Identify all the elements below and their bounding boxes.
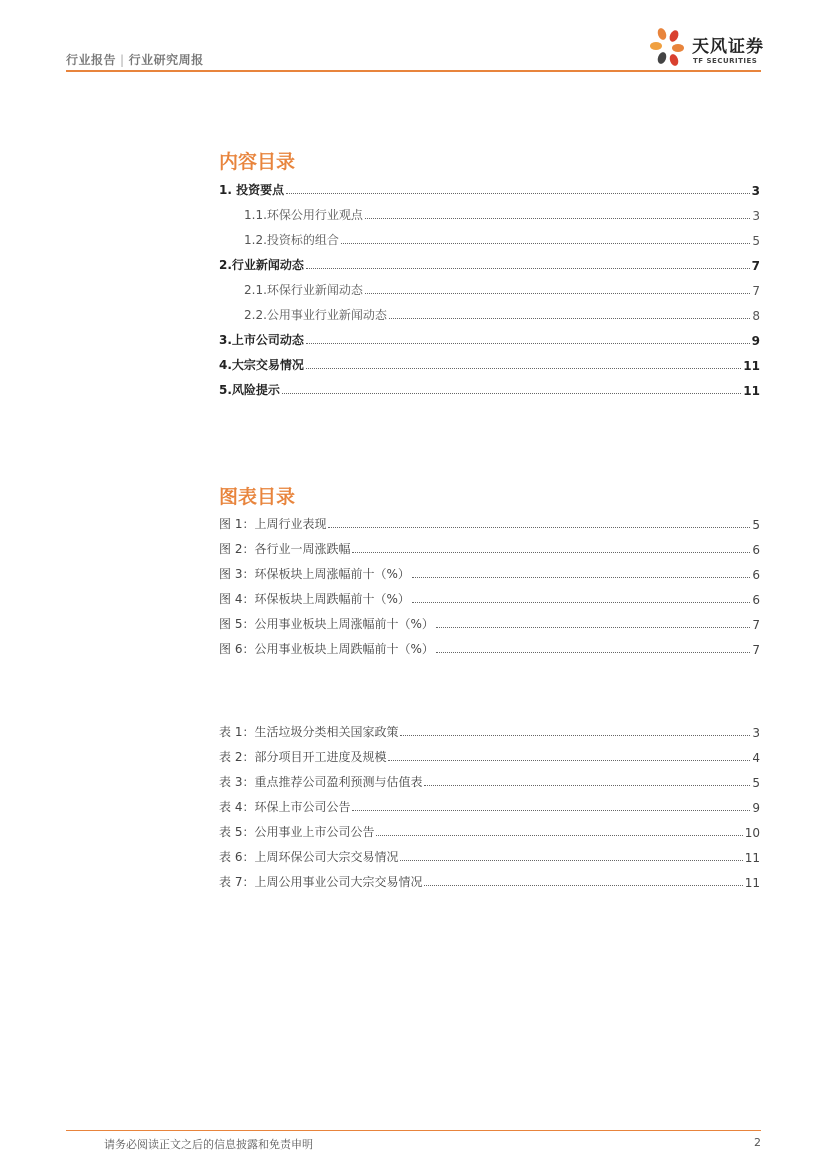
contents-entry-page: 11 <box>743 384 760 398</box>
tables-entry-label: 表 6：上周环保公司大宗交易情况 <box>219 850 399 864</box>
logo-name: 天风证券 <box>692 37 764 57</box>
header-divider <box>66 70 761 72</box>
dot-leader <box>365 293 750 294</box>
tables-entry-page: 11 <box>744 851 760 865</box>
contents-entry[interactable] <box>219 355 760 373</box>
figures-entry[interactable] <box>219 564 760 582</box>
dot-leader <box>306 368 741 369</box>
dot-leader <box>306 268 750 269</box>
tables-entry-page: 5 <box>752 776 760 790</box>
contents-entry[interactable] <box>244 230 760 248</box>
page-number: 2 <box>754 1136 761 1149</box>
tables-entry[interactable] <box>219 872 760 890</box>
figures-entry[interactable] <box>219 589 760 607</box>
tables-entry-label: 表 7：上周公用事业公司大宗交易情况 <box>219 875 423 889</box>
dot-leader <box>412 602 751 603</box>
dot-leader <box>352 552 750 553</box>
footer-divider <box>66 1130 761 1131</box>
figures-title: 图表目录 <box>219 486 296 508</box>
contents-entry-label: 1.2.投资标的组合 <box>244 233 339 247</box>
figures-entry-page: 5 <box>752 518 760 532</box>
tables-entry[interactable] <box>219 722 760 740</box>
contents-entry-label: 4.大宗交易情况 <box>219 358 304 372</box>
dot-leader <box>400 735 750 736</box>
contents-entry-page: 3 <box>752 209 760 223</box>
contents-entry-label: 5.风险提示 <box>219 383 280 397</box>
logo-flower-icon <box>648 26 692 70</box>
dot-leader <box>436 627 751 628</box>
contents-entry[interactable] <box>244 280 760 298</box>
dot-leader <box>341 243 750 244</box>
tables-entry-page: 9 <box>752 801 760 815</box>
figures-entry-page: 7 <box>752 618 760 632</box>
figures-entry[interactable] <box>219 514 760 532</box>
dot-leader <box>282 393 741 394</box>
tables-entry-page: 4 <box>752 751 760 765</box>
dot-leader <box>424 785 750 786</box>
dot-leader <box>400 860 742 861</box>
dot-leader <box>436 652 751 653</box>
contents-entry-page: 7 <box>751 259 760 273</box>
report-category <box>66 51 204 68</box>
contents-entry-label: 2.1.环保行业新闻动态 <box>244 283 363 297</box>
tables-entry-label: 表 1：生活垃圾分类相关国家政策 <box>219 725 399 739</box>
dot-leader <box>352 810 750 811</box>
figures-entry[interactable] <box>219 614 760 632</box>
dot-leader <box>376 835 742 836</box>
contents-entry-label: 1.1.环保公用行业观点 <box>244 208 363 222</box>
figures-entry[interactable] <box>219 639 760 657</box>
figures-entry-label: 图 6：公用事业板块上周跌幅前十（%） <box>219 642 434 656</box>
contents-entry[interactable] <box>219 255 760 273</box>
tables-entry[interactable] <box>219 847 760 865</box>
dot-leader <box>306 343 750 344</box>
tables-entry-label: 表 3：重点推荐公司盈利预测与估值表 <box>219 775 423 789</box>
tables-entry[interactable] <box>219 797 760 815</box>
contents-title: 内容目录 <box>219 151 296 173</box>
tables-entry[interactable] <box>219 772 760 790</box>
tables-entry-label: 表 4：环保上市公司公告 <box>219 800 351 814</box>
dot-leader <box>365 218 750 219</box>
figures-entry-page: 6 <box>752 543 760 557</box>
footer-disclaimer: 请务必阅读正文之后的信息披露和免责申明 <box>104 1138 313 1151</box>
figures-entry-label: 图 3：环保板块上周涨幅前十（%） <box>219 567 410 581</box>
tables-entry[interactable] <box>219 747 760 765</box>
contents-entry-page: 3 <box>751 184 760 198</box>
contents-entry-page: 8 <box>752 309 760 323</box>
figures-entry-page: 6 <box>752 568 760 582</box>
figures-entry[interactable] <box>219 539 760 557</box>
tables-entry-page: 11 <box>744 876 760 890</box>
contents-entry[interactable] <box>244 205 760 223</box>
dot-leader <box>286 193 750 194</box>
tables-entry[interactable] <box>219 822 760 840</box>
contents-entry[interactable] <box>219 180 760 198</box>
figures-entry-label: 图 5：公用事业板块上周涨幅前十（%） <box>219 617 434 631</box>
tables-entry-page: 3 <box>752 726 760 740</box>
category-label: 行业报告 <box>66 53 117 67</box>
dot-leader <box>388 760 750 761</box>
contents-entry-label: 3.上市公司动态 <box>219 333 304 347</box>
dot-leader <box>424 885 742 886</box>
figures-entry-label: 图 1：上周行业表现 <box>219 517 327 531</box>
header-separator: | <box>120 53 125 67</box>
tables-entry-page: 10 <box>744 826 760 840</box>
subcategory-label: 行业研究周报 <box>128 53 204 67</box>
figures-entry-label: 图 4：环保板块上周跌幅前十（%） <box>219 592 410 606</box>
tables-entry-label: 表 5：公用事业上市公司公告 <box>219 825 375 839</box>
contents-entry-page: 5 <box>752 234 760 248</box>
contents-entry-page: 9 <box>751 334 760 348</box>
contents-entry[interactable] <box>244 305 760 323</box>
contents-entry-label: 2.行业新闻动态 <box>219 258 304 272</box>
tables-entry-label: 表 2：部分项目开工进度及规模 <box>219 750 387 764</box>
logo-subtitle: TF SECURITIES <box>693 57 758 65</box>
dot-leader <box>389 318 750 319</box>
contents-entry-page: 11 <box>743 359 760 373</box>
dot-leader <box>328 527 750 528</box>
company-logo <box>648 26 768 70</box>
contents-entry[interactable] <box>219 330 760 348</box>
contents-entry-label: 1. 投资要点 <box>219 183 285 197</box>
contents-entry[interactable] <box>219 380 760 398</box>
dot-leader <box>412 577 751 578</box>
contents-entry-page: 7 <box>752 284 760 298</box>
figures-entry-page: 7 <box>752 643 760 657</box>
figures-entry-label: 图 2：各行业一周涨跌幅 <box>219 542 351 556</box>
figures-entry-page: 6 <box>752 593 760 607</box>
contents-entry-label: 2.2.公用事业行业新闻动态 <box>244 308 387 322</box>
